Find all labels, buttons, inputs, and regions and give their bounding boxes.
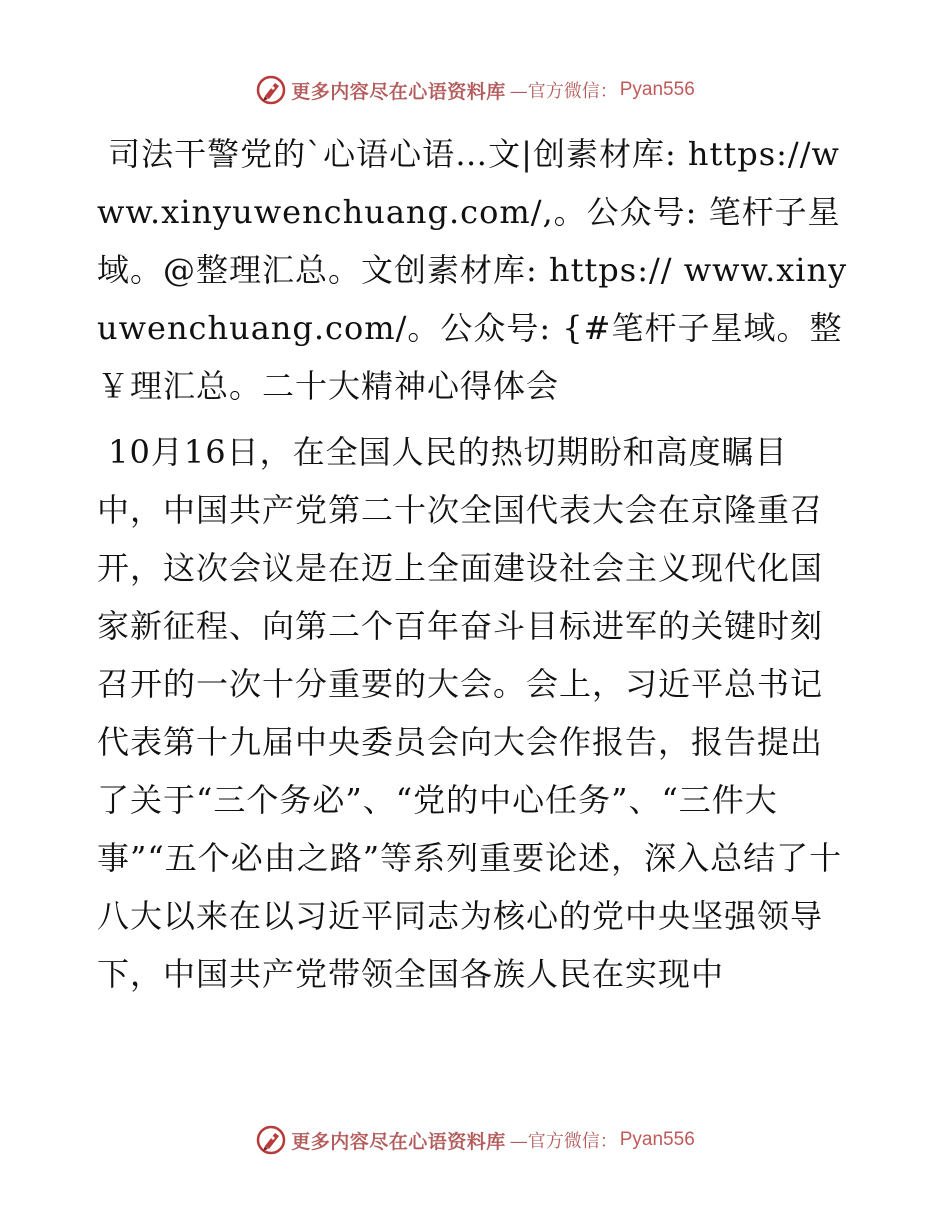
document-body [97, 125, 852, 1003]
header-slogan: 更多内容尽在心语资料库 [291, 80, 506, 103]
paragraph-intro: 司法干警党的`心语心语…文|创素材库: https://www.xinyuwenchuang.com/,。公众号: 笔杆子星域。@整理汇总。文创素材库: https:// www.xinyuwenchuang.com/。公众号: {#笔杆子星域。整￥理汇总。二十大精神心得体会 [97, 135, 848, 405]
footer-banner [0, 1120, 950, 1160]
pen-nib-logo-icon [255, 1124, 287, 1156]
footer-slogan: 更多内容尽在心语资料库 [291, 1130, 506, 1153]
footer-wechat-account: Pyan556 [619, 1129, 695, 1150]
header-banner [0, 70, 950, 110]
header-wechat-account: Pyan556 [619, 79, 695, 100]
paragraph-main: 10月16日，在全国人民的热切期盼和高度瞩目中，中国共产党第二十次全国代表大会在京隆重召开，这次会议是在迈上全面建设社会主义现代化国家新征程、向第二个百年奋斗目标进军的关键时刻召开的一次十分重要的大会。会上，习近平总书记代表第十九届中央委员会向大会作报告，报告提出了关于“三个务必”、“党的中心任务”、“三件大事”“五个必由之路”等系列重要论述，深入总结了十八大以来在以习近平同志为核心的党中央坚强领导下，中国共产党带领全国各族人民在实现中 [97, 433, 843, 993]
pen-nib-logo-icon [255, 74, 287, 106]
footer-wechat-label: —官方微信： [509, 1131, 618, 1152]
header-wechat-label: —官方微信： [509, 81, 618, 102]
